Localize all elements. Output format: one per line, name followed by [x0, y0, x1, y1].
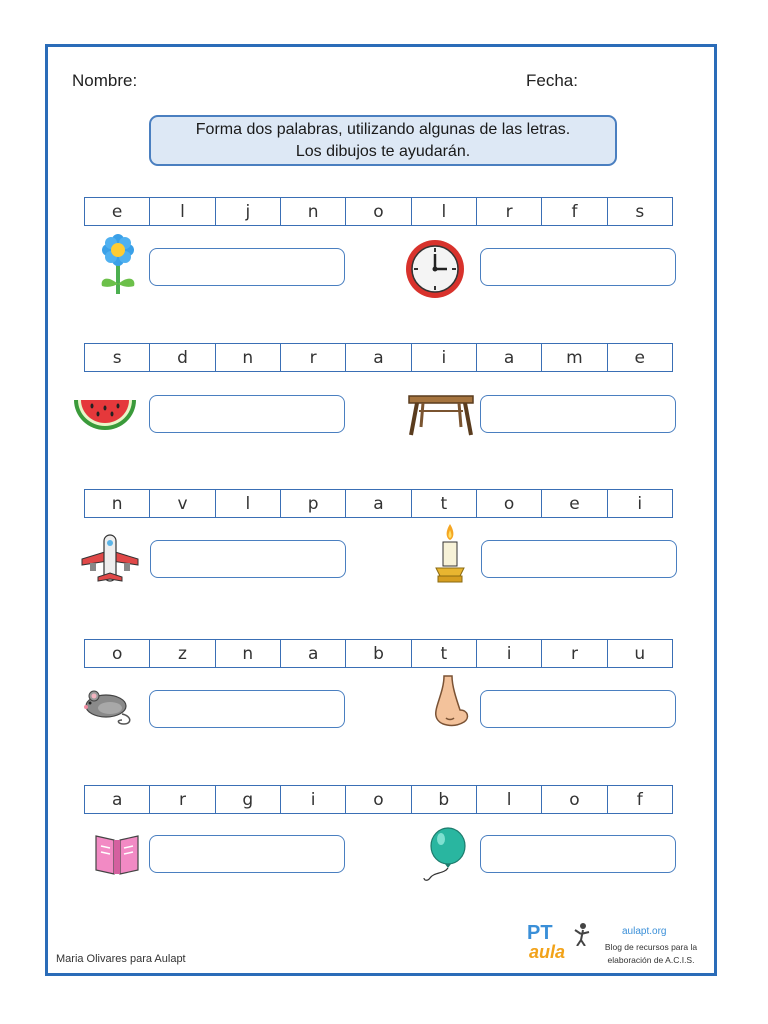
letter-cell: o [85, 640, 150, 667]
letter-cell: n [216, 344, 281, 371]
letter-cell: u [634, 643, 646, 664]
letter-row [84, 489, 673, 518]
letter-cell: a [346, 490, 411, 517]
letter-row [84, 785, 673, 814]
letter-cell: d [150, 344, 215, 371]
letter-cell: z [150, 640, 215, 667]
answer-box[interactable] [480, 248, 676, 286]
watermelon-icon [72, 396, 138, 432]
letter-cell: n [281, 198, 346, 225]
date-label: Fecha: [526, 71, 578, 90]
letter-cell: r [542, 640, 607, 667]
letter-cell: i [281, 786, 346, 813]
letter-cell: i [637, 493, 643, 514]
letter-cell: g [216, 786, 281, 813]
letter-cell: n [216, 640, 281, 667]
name-label: Nombre: [72, 71, 138, 90]
answer-box[interactable] [480, 690, 676, 728]
answer-box[interactable] [150, 540, 346, 578]
letter-cell: s [85, 344, 150, 371]
logo-pt-text: PT [527, 922, 553, 944]
letter-cell: t [412, 640, 477, 667]
letter-cell: r [150, 786, 215, 813]
letter-cell: b [346, 640, 411, 667]
answer-box[interactable] [149, 690, 345, 728]
book-icon [92, 832, 142, 876]
mouse-icon [82, 686, 142, 728]
letter-cell: v [150, 490, 215, 517]
blog-line-2: elaboración de A.C.I.S. [607, 955, 695, 965]
letter-cell: o [542, 786, 607, 813]
letter-cell: l [477, 786, 542, 813]
table-icon [407, 393, 475, 437]
clock-icon [404, 238, 466, 300]
letter-cell: o [477, 490, 542, 517]
letter-cell: b [412, 786, 477, 813]
letter-cell: n [85, 490, 150, 517]
instructions-box [149, 115, 617, 166]
letter-cell: a [346, 344, 411, 371]
letter-cell: t [412, 490, 477, 517]
blog-line-1: Blog de recursos para la [604, 942, 698, 952]
answer-box[interactable] [480, 395, 676, 433]
letter-cell: r [281, 344, 346, 371]
letter-cell: a [85, 786, 150, 813]
letter-cell: i [412, 344, 477, 371]
letter-cell: i [477, 640, 542, 667]
balloon-icon [420, 826, 468, 884]
letter-cell: l [216, 490, 281, 517]
letter-cell: s [635, 201, 645, 222]
letter-cell: m [542, 344, 607, 371]
logo-figure-icon [565, 922, 593, 946]
letter-cell: o [346, 198, 411, 225]
answer-box[interactable] [480, 835, 676, 873]
candle-icon [432, 522, 468, 586]
letter-cell: e [542, 490, 607, 517]
letter-cell: a [477, 344, 542, 371]
author-credit: Maria Olivares para Aulapt [56, 953, 186, 965]
instructions-line-2: Los dibujos te ayudarán. [295, 143, 471, 160]
answer-box[interactable] [149, 395, 345, 433]
answer-box[interactable] [481, 540, 677, 578]
aulapt-logo [523, 920, 595, 966]
answer-box[interactable] [149, 248, 345, 286]
airplane-icon [80, 533, 140, 585]
letter-row [84, 197, 673, 226]
letter-cell: e [85, 198, 150, 225]
letter-cell: a [281, 640, 346, 667]
letter-row [84, 343, 673, 372]
site-url: aulapt.org [622, 926, 667, 937]
letter-cell: o [346, 786, 411, 813]
letter-cell: f [636, 789, 643, 810]
letter-cell: f [542, 198, 607, 225]
logo-aula-text: aula [529, 942, 566, 962]
letter-cell: r [477, 198, 542, 225]
letter-cell: e [634, 347, 646, 368]
letter-cell: l [150, 198, 215, 225]
answer-box[interactable] [149, 835, 345, 873]
letter-cell: l [412, 198, 477, 225]
nose-icon [430, 674, 472, 730]
letter-cell: p [281, 490, 346, 517]
flower-icon [96, 234, 140, 296]
instructions-line-1: Forma dos palabras, utilizando algunas de las letras. [195, 121, 571, 138]
letter-cell: j [216, 198, 281, 225]
letter-row [84, 639, 673, 668]
